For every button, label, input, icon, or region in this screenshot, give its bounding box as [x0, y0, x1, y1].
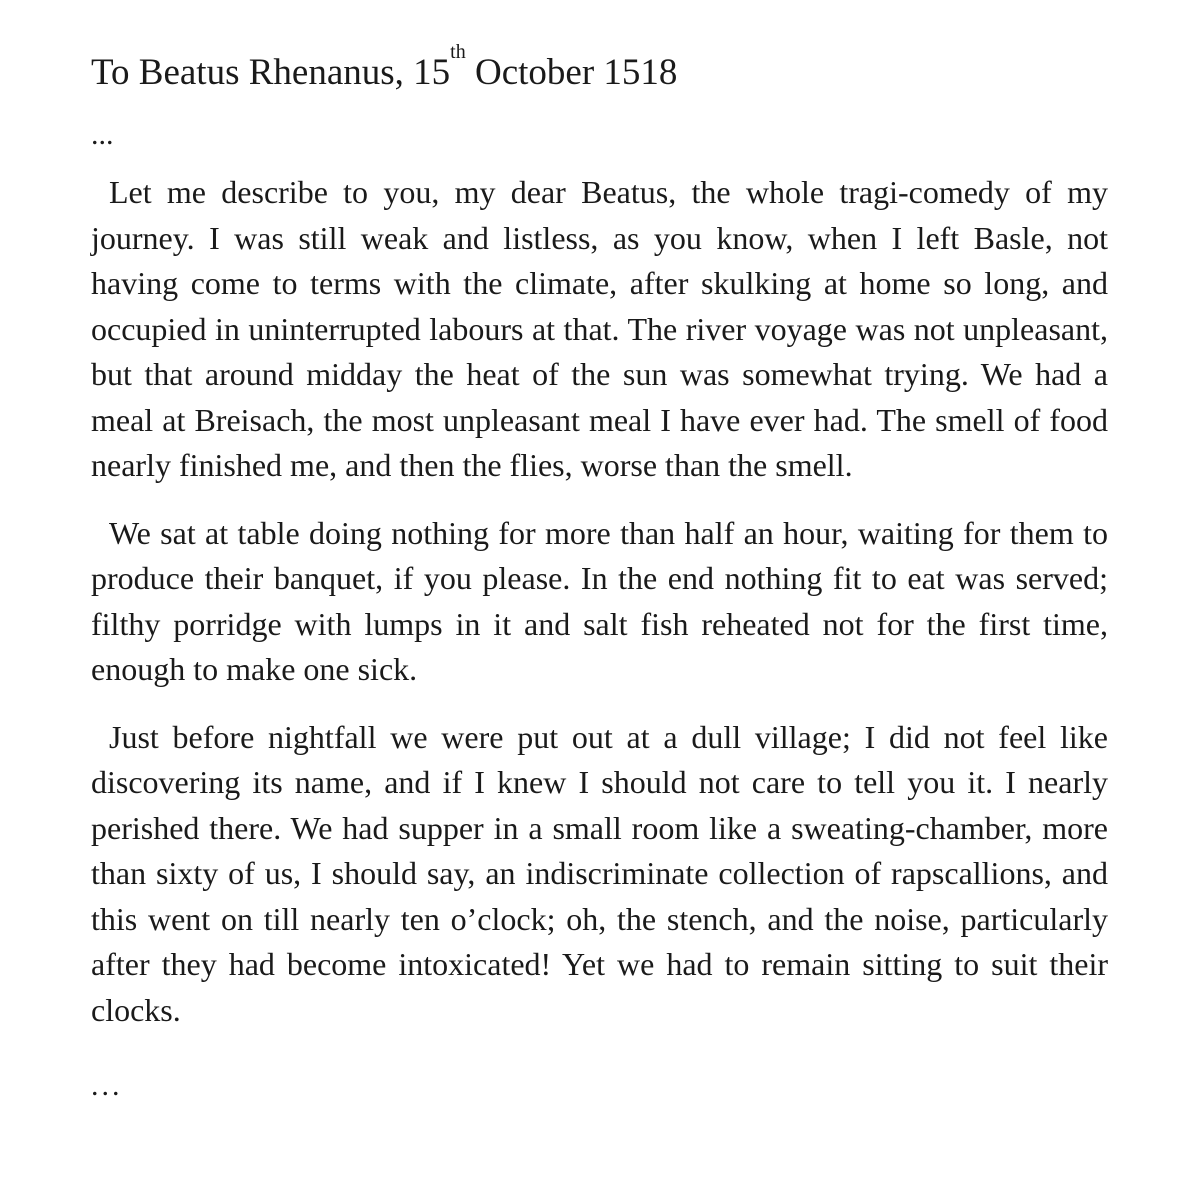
heading-suffix: October 1518: [465, 52, 678, 93]
letter-heading: [91, 41, 1108, 98]
letter-page: [91, 41, 1108, 1102]
heading-superscript: th: [450, 41, 466, 63]
ellipsis-top: ...: [91, 118, 114, 151]
paragraph-1: Let me describe to you, my dear Beatus, the whole tragi-comedy of my journey. I was still weak and listless, as you know, when I left Basle, not having come to terms with the climate, after skulking at home so long, and occupied in uninterrupted labours at that. The river voyage was not unpleasant, but that around midday the heat of the sun was somewhat trying. We had a meal at Breisach, the most unpleasant meal I have ever had. The smell of food nearly finished me, and then the flies, worse than the smell.: [91, 174, 1108, 483]
ellipsis-bottom: ...: [91, 1069, 123, 1102]
paragraph-3: Just before nightfall we were put out at a dull village; I did not feel like discovering its name, and if I knew I should not care to tell you it. I nearly perished there. We had supper in a small room like a sweating-chamber, more than sixty of us, I should say, an indiscriminate collection of rapscallions, and this went on till nearly ten o’clock; oh, the stench, and the noise, particularly after they had become intoxicated! Yet we had to remain sitting to suit their clocks.: [91, 718, 1108, 1028]
paragraph-2: We sat at table doing nothing for more than half an hour, waiting for them to produce their banquet, if you please. In the end nothing fit to eat was served; filthy porridge with lumps in it and salt fish reheated not for the first time, enough to make one sick.: [91, 514, 1108, 687]
heading-prefix: To Beatus Rhenanus, 15: [91, 52, 451, 93]
